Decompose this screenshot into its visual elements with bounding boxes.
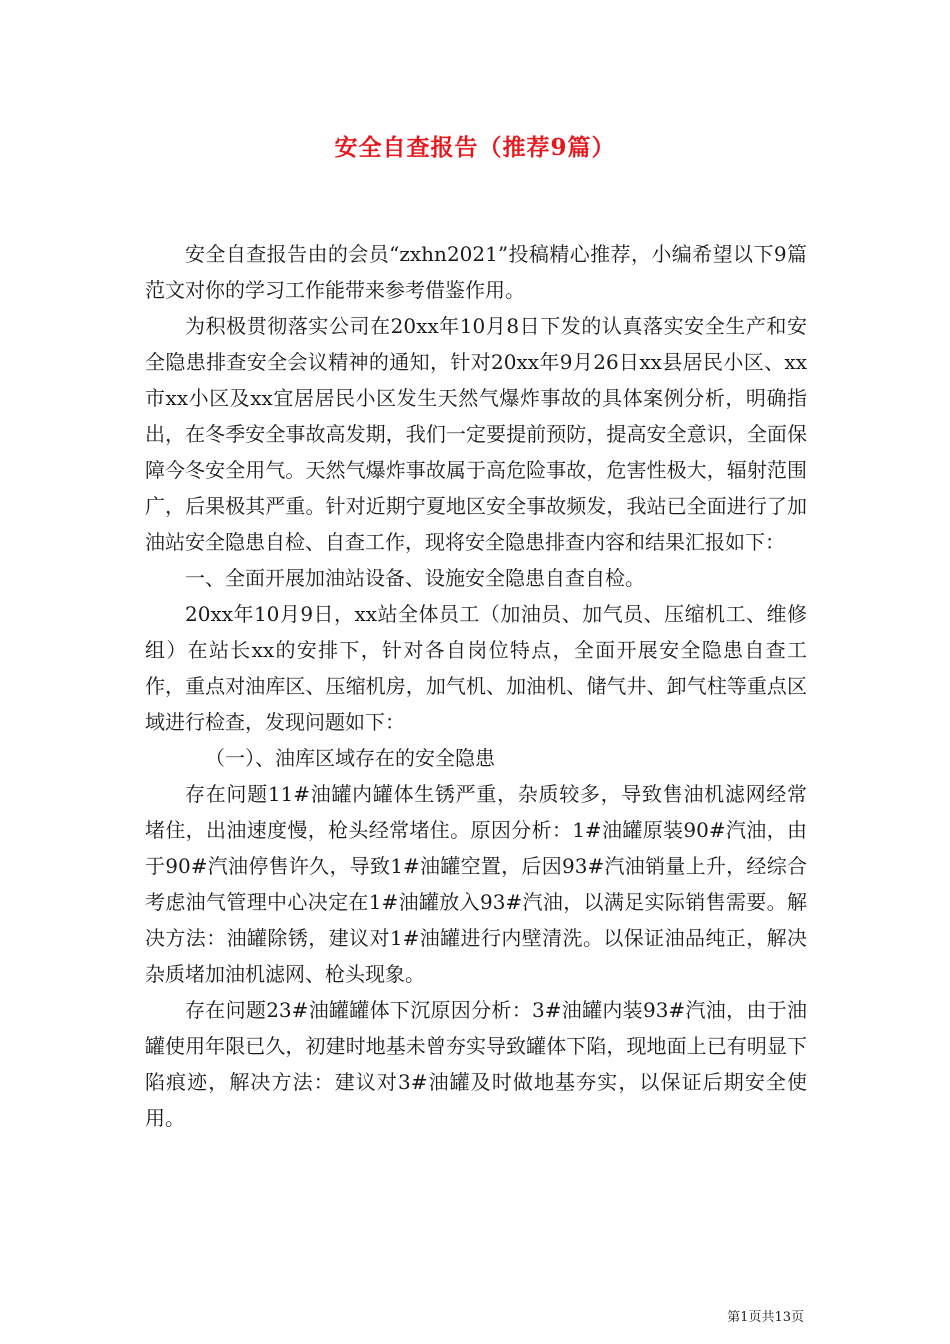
paragraph-intro: 安全自查报告由的会员“zxhn2021”投稿精心推荐，小编希望以下9篇范文对你的学习工作能带来参考借鉴作用。 — [145, 242, 807, 302]
paragraph-issue-1: 存在问题11#油罐内罐体生锈严重，杂质较多，导致售油机滤网经常堵住，出油速度慢，枪头经常堵住。原因分析：1#油罐原装90#汽油，由于90#汽油停售许久，导致1#油罐空置，后因93#汽油销量上升，经综合考虑油气管理中心决定在1#油罐放入93#汽油，以满足实际销售需要。解决方法：油罐除锈，建议对1#油罐进行内壁清洗。以保证油品纯正，解决杂质堵加油机滤网、枪头现象。 — [145, 782, 807, 986]
page-number: 第1页共13页 — [727, 1310, 804, 1325]
document-body — [145, 236, 807, 1136]
document-title: 安全自查报告（推荐9篇） — [334, 134, 616, 161]
paragraph-issue-2: 存在问题23#油罐罐体下沉原因分析：3#油罐内装93#汽油，由于油罐使用年限已久，初建时地基未曾夯实导致罐体下陷，现地面上已有明显下陷痕迹，解决方法：建议对3#油罐及时做地基夯实，以保证后期安全使用。 — [145, 998, 807, 1130]
subsection-heading-1: （一）、油库区域存在的安全隐患 — [205, 746, 495, 770]
section-heading-1: 一、全面开展加油站设备、设施安全隐患自查自检。 — [185, 566, 645, 590]
paragraph-inspection: 20xx年10月9日，xx站全体员工（加油员、加气员、压缩机工、维修组）在站长xx的安排下，针对各自岗位特点，全面开展安全隐患自查工作，重点对油库区、压缩机房，加气机、加油机、储气井、卸气柱等重点区域进行检查，发现问题如下： — [145, 602, 807, 734]
paragraph-background: 为积极贯彻落实公司在20xx年10月8日下发的认真落实安全生产和安全隐患排查安全会议精神的通知，针对20xx年9月26日xx县居民小区、xx市xx小区及xx宜居居民小区发生天然气爆炸事故的具体案例分析，明确指出，在冬季安全事故高发期，我们一定要提前预防，提高安全意识，全面保障今冬安全用气。天然气爆炸事故属于高危险事故，危害性极大，辐射范围广，后果极其严重。针对近期宁夏地区安全事故频发，我站已全面进行了加油站安全隐患自检、自查工作，现将安全隐患排查内容和结果汇报如下： — [145, 314, 807, 554]
